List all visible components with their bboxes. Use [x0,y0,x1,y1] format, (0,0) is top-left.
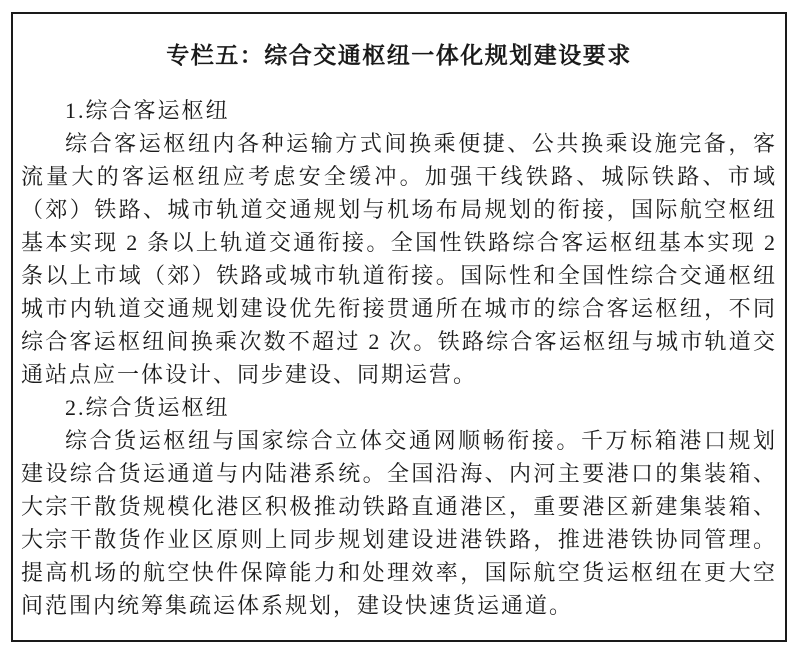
box-body [13,94,785,622]
section-1-heading: 1.综合客运枢纽 [65,98,230,123]
box-title: 专栏五：综合交通枢纽一体化规划建设要求 [166,42,632,68]
section-2-paragraph: 综合货运枢纽与国家综合立体交通网顺畅衔接。千万标箱港口规划建设综合货运通道与内陆港系统。全国沿海、内河主要港口的集装箱、大宗干散货规模化港区积极推动铁路直通港区，重要港区新建集装箱、大宗干散货作业区原则上同步规划建设进港铁路，推进港铁协同管理。提高机场的航空快件保障能力和处理效率，国际航空货运枢纽在更大空间范围内统筹集疏运体系规划，建设快速货运通道。 [21,428,777,618]
section-1-paragraph: 综合客运枢纽内各种运输方式间换乘便捷、公共换乘设施完备，客流量大的客运枢纽应考虑安全缓冲。加强干线铁路、城际铁路、市域（郊）铁路、城市轨道交通规划与机场布局规划的衔接，国际航空枢纽基本实现 2 条以上轨道交通衔接。全国性铁路综合客运枢纽基本实现 2 条以上市域（郊）铁路或城市轨道衔接。国际性和全国性综合交通枢纽城市内轨道交通规划建设优先衔接贯通所在城市的综合客运枢纽，不同综合客运枢纽间换乘次数不超过 2 次。铁路综合客运枢纽与城市轨道交通站点应一体设计、同步建设、同期运营。 [21,131,777,387]
policy-callout-box [11,12,787,642]
section-2-heading: 2.综合货运枢纽 [65,395,230,420]
